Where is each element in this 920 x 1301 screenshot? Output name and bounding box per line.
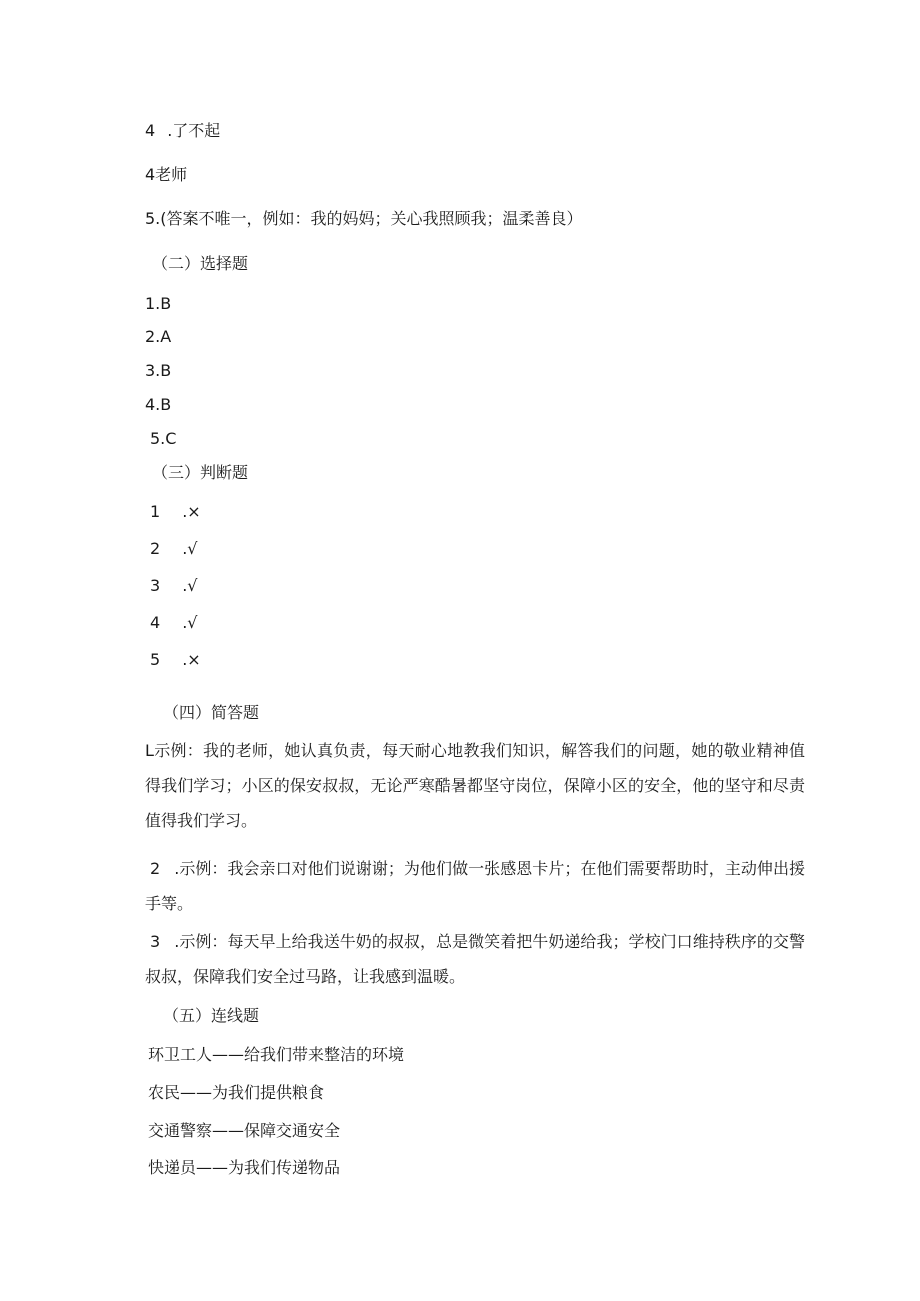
answer-item: 4老师	[145, 165, 188, 184]
answer-item	[150, 613, 197, 633]
answer-item	[150, 650, 201, 670]
answer-mark: .×	[182, 650, 201, 669]
section-heading: （四）简答题	[163, 703, 260, 722]
answer-number: 3	[150, 576, 161, 595]
answer-number: 2	[150, 539, 161, 558]
answer-item	[150, 539, 197, 559]
answer-item: 4.B	[145, 395, 172, 414]
answer-item: 5.(答案不唯一，例如：我的妈妈；关心我照顾我；温柔善良）	[145, 209, 583, 228]
answer-mark: .√	[182, 539, 198, 558]
answer-number: 5	[150, 650, 161, 669]
answer-number: 4	[150, 613, 161, 632]
section-heading: （五）连线题	[163, 1006, 260, 1025]
answer-number: 4	[145, 121, 156, 140]
answer-item: 1.B	[145, 294, 172, 313]
answer-item	[150, 502, 201, 522]
answer-item	[150, 576, 197, 596]
answer-mark: .√	[182, 576, 198, 595]
answer-item	[145, 121, 220, 141]
answer-number: 2	[150, 859, 161, 878]
answer-text: .了不起	[167, 121, 221, 140]
section-heading: （二）选择题	[152, 254, 249, 273]
answer-mark: .×	[182, 502, 201, 521]
answer-item: 2.A	[145, 327, 172, 346]
matching-pair: 交通警察——保障交通安全	[148, 1121, 341, 1140]
section-heading: （三）判断题	[152, 463, 249, 482]
short-answer-2	[145, 851, 805, 921]
answer-text: .示例：每天早上给我送牛奶的叔叔，总是微笑着把牛奶递给我；学校门口维持秩序的交警叔叔，保障我们安全过马路，让我感到温暖。	[145, 932, 805, 986]
short-answer-1: L示例：我的老师，她认真负责，每天耐心地教我们知识，解答我们的问题，她的敬业精神值得我们学习；小区的保安叔叔，无论严寒酷暑都坚守岗位，保障小区的安全，他的坚守和尽责值得我们学习。	[145, 741, 805, 830]
answer-number: 3	[150, 932, 161, 951]
matching-pair: 农民——为我们提供粮食	[148, 1083, 325, 1102]
answer-item: 5.C	[150, 429, 177, 448]
matching-pair: 环卫工人——给我们带来整洁的环境	[148, 1045, 405, 1064]
short-answer-3	[145, 924, 805, 994]
answer-mark: .√	[182, 613, 198, 632]
answer-text: .示例：我会亲口对他们说谢谢；为他们做一张感恩卡片；在他们需要帮助时，主动伸出援手等。	[145, 859, 805, 913]
answer-number: 1	[150, 502, 161, 521]
matching-pair: 快递员——为我们传递物品	[148, 1158, 341, 1177]
answer-item: 3.B	[145, 361, 172, 380]
